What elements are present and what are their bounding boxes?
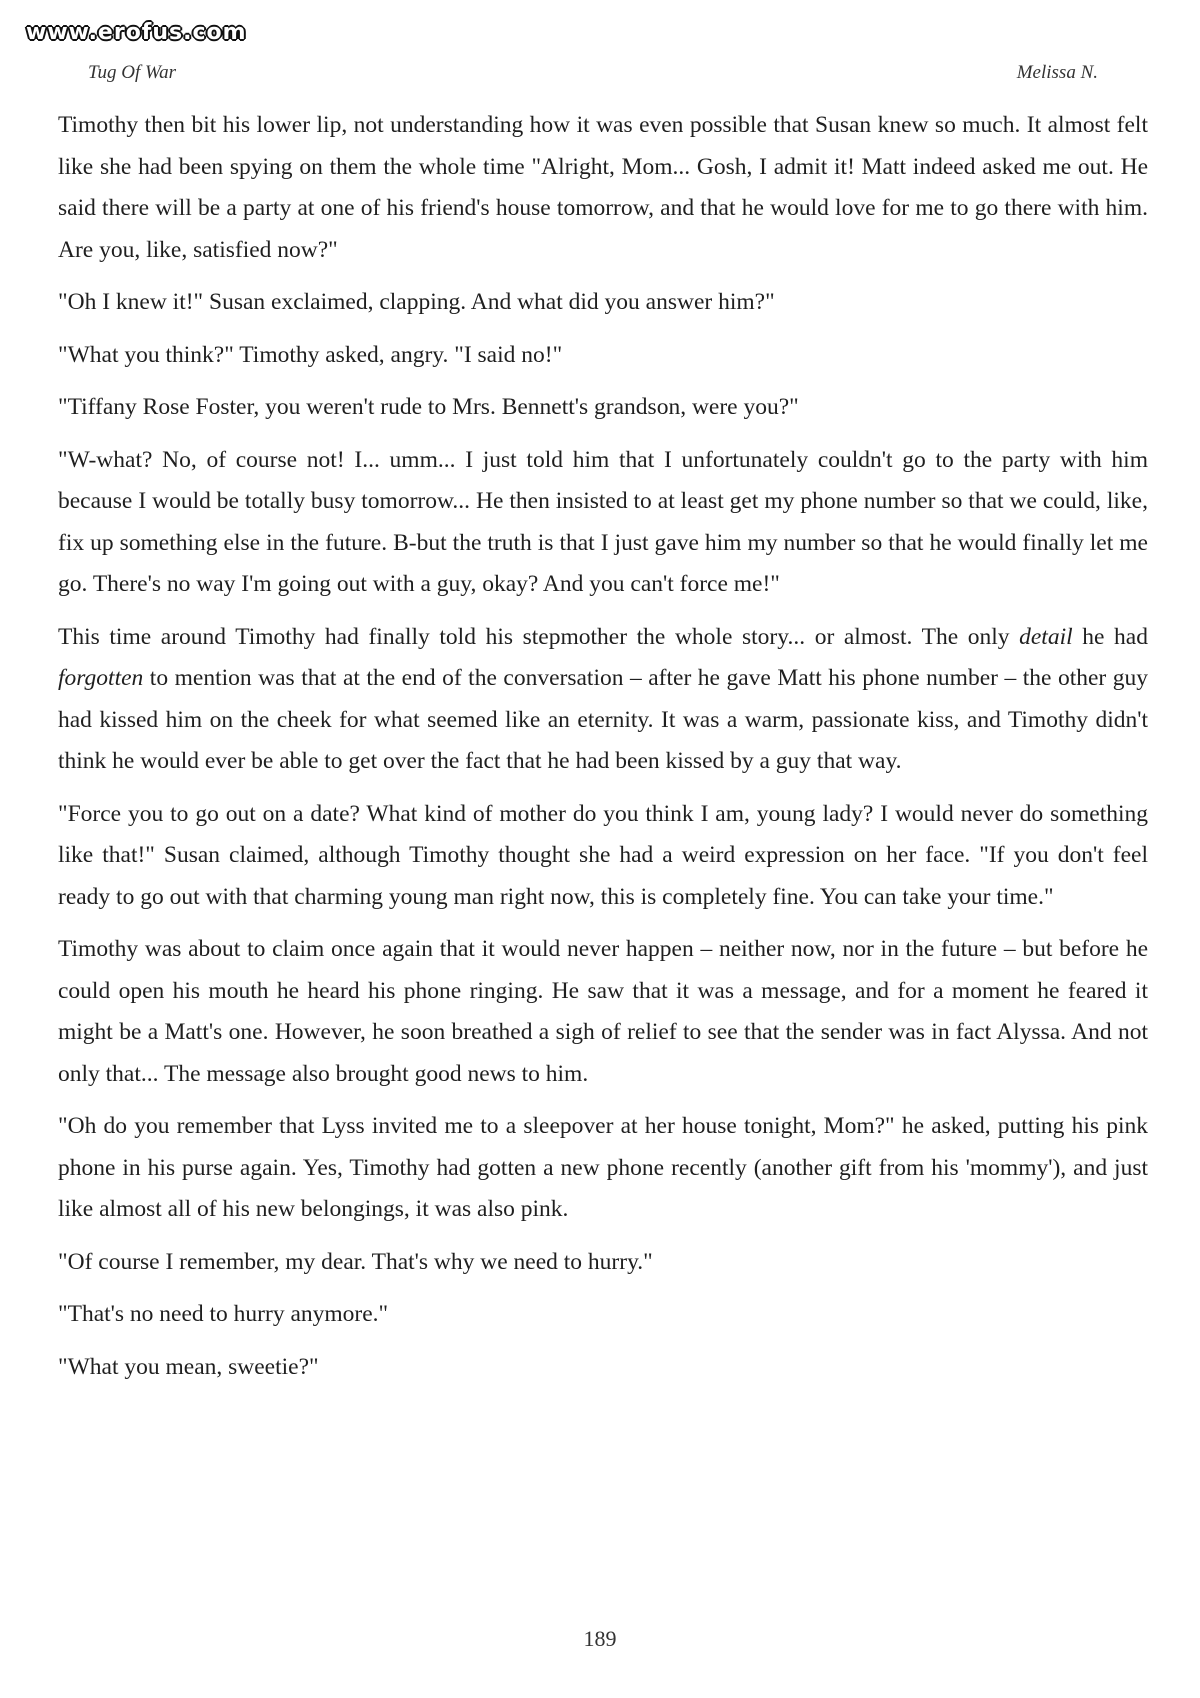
- author-name: Melissa N.: [1016, 62, 1098, 83]
- paragraph: "What you think?" Timothy asked, angry. "I said no!": [58, 341, 563, 368]
- paragraph: "Force you to go out on a date? What kind of mother do you think I am, young lady? I would never do something like that!" Susan claimed, although Timothy thought she had a weird expression on her face. "If you don't feel ready to go out with that charming young man right now, this is completely fine. You can take your time.": [58, 800, 1148, 910]
- page-number: 189: [583, 1626, 617, 1651]
- paragraph: "Tiffany Rose Foster, you weren't rude to Mrs. Bennett's grandson, were you?": [58, 394, 799, 420]
- text-run: he had: [1072, 623, 1148, 650]
- emphasis-detail: detail: [1019, 623, 1073, 650]
- text-run: to mention was that at the end of the conversation – after he gave Matt his phone number – the other guy had kissed him on the cheek for what seemed like an eternity. It was a warm, passionate kiss, and Timothy didn't think he would ever be able to get over the fact that he had been kissed by a guy that way.: [58, 665, 1148, 774]
- paragraph: "Oh do you remember that Lyss invited me to a sleepover at her house tonight, Mom?" he asked, putting his pink phone in his purse again. Yes, Timothy had gotten a new phone recently (another gift from his 'mommy'), and just like almost all of his new belongings, it was also pink.: [58, 1113, 1148, 1222]
- paragraph: [58, 617, 1148, 783]
- page-body: [58, 105, 1148, 1399]
- paragraph: "W-what? No, of course not! I... umm... I just told him that I unfortunately couldn't go to the party with him because I would be totally busy tomorrow... He then insisted to at least get my phone number so that we could, like, fix up something else in the future. B-but the truth is that I just gave him my number so that he would finally let me go. There's no way I'm going out with a guy, okay? And you can't force me!": [58, 446, 1148, 597]
- paragraph: "That's no need to hurry anymore.": [58, 1301, 389, 1327]
- paragraph: Timothy was about to claim once again that it would never happen – neither now, nor in the future – but before he could open his mouth he heard his phone ringing. He saw that it was a message, and for a moment he feared it might be a Matt's one. However, he soon breathed a sigh of relief to see that the sender was in fact Alyssa. And not only that... The message also brought good news to him.: [58, 936, 1148, 1087]
- book-title: Tug Of War: [88, 62, 176, 83]
- emphasis-forgotten: forgotten: [58, 665, 144, 691]
- paragraph: "Oh I knew it!" Susan exclaimed, clapping. And what did you answer him?": [58, 289, 775, 315]
- paragraph: Timothy then bit his lower lip, not understanding how it was even possible that Susan knew so much. It almost felt like she had been spying on them the whole time "Alright, Mom... Gosh, I admit it! Matt indeed asked me out. He said there will be a party at one of his friend's house tomorrow, and that he would love for me to go there with him. Are you, like, satisfied now?": [58, 112, 1148, 263]
- paragraph: "Of course I remember, my dear. That's why we need to hurry.": [58, 1248, 653, 1275]
- site-watermark: www.erofus.com: [26, 20, 247, 45]
- paragraph: "What you mean, sweetie?": [58, 1353, 319, 1380]
- text-run: This time around Timothy had finally told his stepmother the whole story... or almost. The only: [58, 623, 1020, 650]
